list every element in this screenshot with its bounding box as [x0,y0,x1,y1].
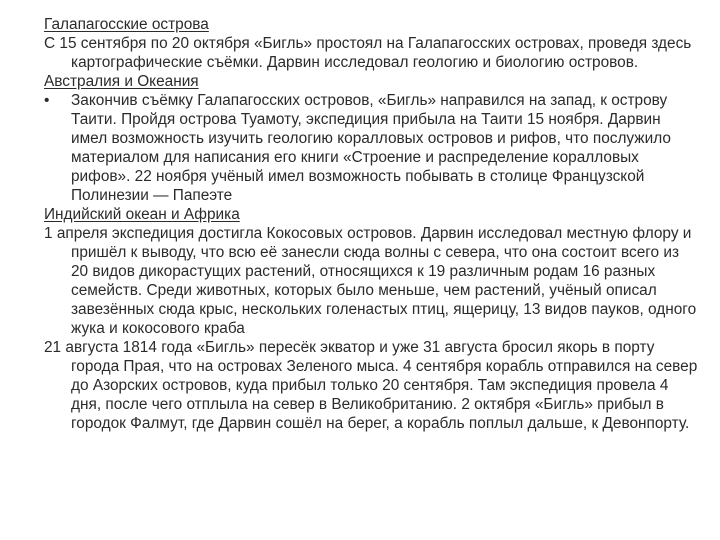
text-body [44,15,699,433]
heading-galapagos: Галапагосские острова [44,16,209,33]
heading-australia-oceania: Австралия и Океания [44,73,199,90]
paragraph-return-voyage: 21 августа 1814 года «Бигль» пересёк экватор и уже 31 августа бросил якорь в порту города Прая, что на островах Зеленого мыса. 4 сентября корабль отправился на север до Азорских островов, куда прибыл только 20 сентября. Там экспедиция провела 4 дня, после чего отплыла на север в Великобританию. 2 октября «Бигль» прибыл в городок Фалмут, где Дарвин сошёл на берег, а корабль поплыл дальше, к Девонпорту. [44,339,698,432]
bullet-icon: • [44,92,50,109]
paragraph-australia-oceania [44,91,699,205]
heading-indian-ocean-africa: Индийский океан и Африка [44,206,240,223]
paragraph-galapagos: С 15 сентября по 20 октября «Бигль» простоял на Галапагосских островах, проведя здесь картографические съёмки. Дарвин исследовал геологию и биологию островов. [44,35,692,71]
paragraph-australia-oceania-text: Закончив съёмку Галапагосских островов, «Бигль» направился на запад, к острову Таити. Пройдя острова Туамоту, экспедиция прибыла на Таити 15 ноября. Дарвин имел возможность изучить геологию коралловых островов и рифов, что послужило материалом для написания его книги «Строение и распределение коралловых рифов». 22 ноября учёный имел возможность побывать в столице Французской Полинезии — Папеэте [71,92,671,204]
paragraph-cocos-islands: 1 апреля экспедиция достигла Кокосовых островов. Дарвин исследовал местную флору и пришёл к выводу, что всю её занесли сюда волны с севера, что она состоит всего из 20 видов дикорастущих растений, относящихся к 19 различным родам 16 разных семейств. Среди животных, которых было меньше, чем растений, учёный описал завезённых сюда крыс, нескольких голенастых птиц, ящерицу, 13 видов пауков, одного жука и кокосового краба [44,225,697,337]
